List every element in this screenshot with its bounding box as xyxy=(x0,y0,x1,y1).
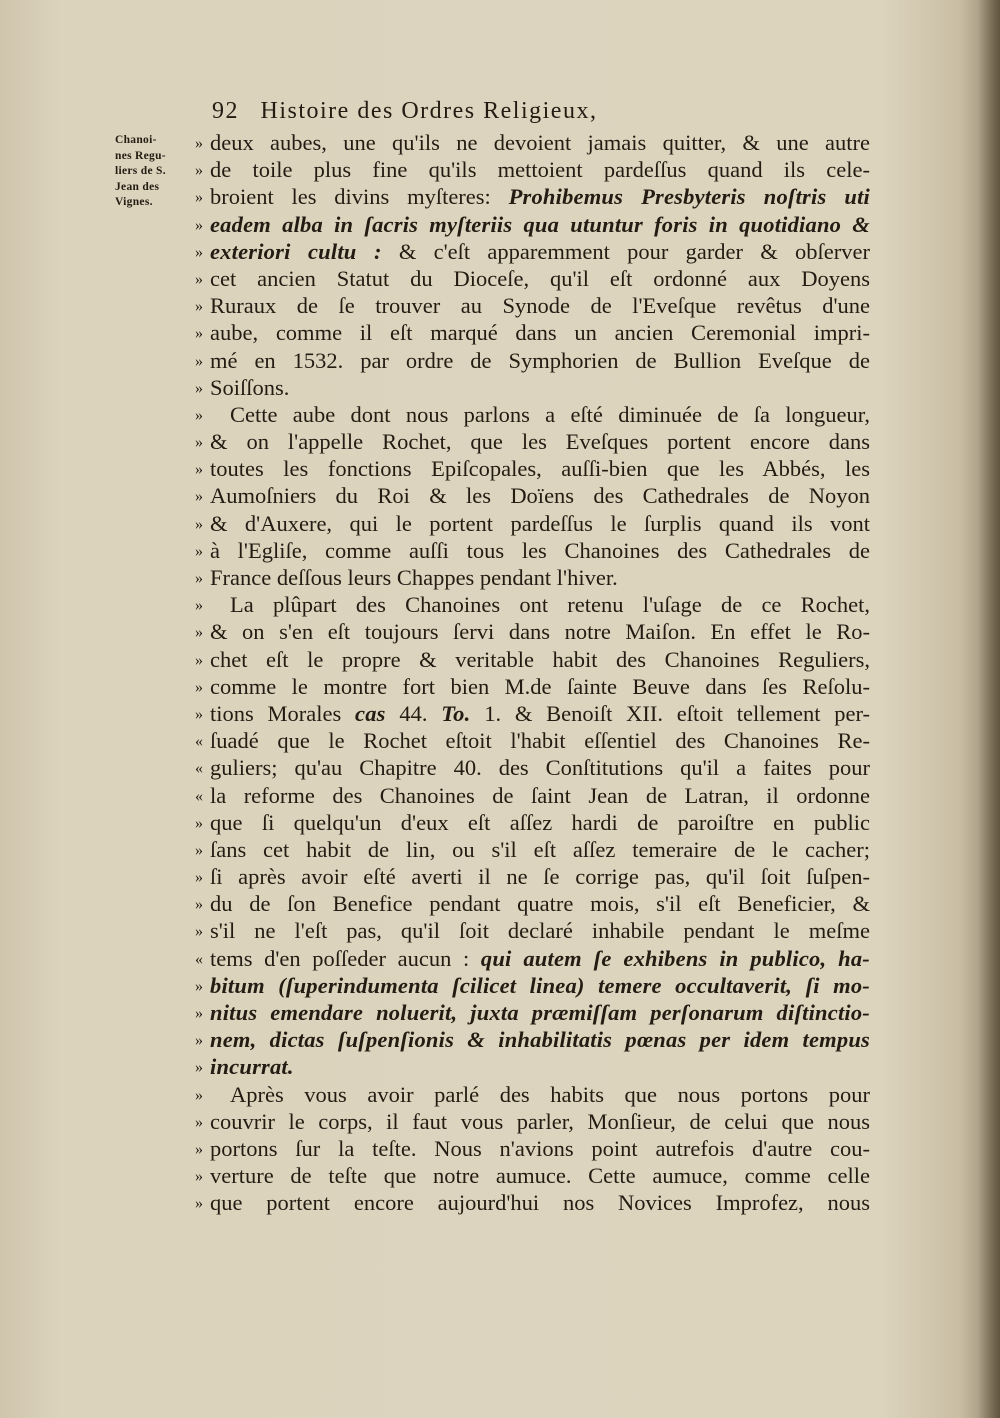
text-run: à l'Egliſe, comme auſſi tous les Chanoines des Cathedrales de xyxy=(210,537,870,563)
line-text xyxy=(210,374,870,401)
text-line xyxy=(190,428,870,455)
text-line xyxy=(190,564,870,591)
quote-mark: » xyxy=(195,379,203,397)
line-text xyxy=(210,183,870,210)
text-run: tions Morales xyxy=(210,700,356,726)
running-title: Histoire des Ordres Religieux, xyxy=(260,98,598,124)
line-text xyxy=(210,428,870,455)
quote-mark: » xyxy=(195,624,203,642)
quote-mark: » xyxy=(195,597,203,615)
text-run: & d'Auxere, qui le portent pardeſſus le ſurplis quand ils vont xyxy=(210,510,870,536)
quote-mark: » xyxy=(195,678,203,696)
text-run: & on l'appelle Rochet, que les Eveſques portent encore dans xyxy=(210,429,870,455)
quote-mark: » xyxy=(195,977,203,995)
quote-mark: » xyxy=(195,1113,203,1131)
text-run: aube, comme il eſt marqué dans un ancien Ceremonial impri- xyxy=(210,320,870,346)
quote-mark: » xyxy=(195,406,203,424)
quote-mark: » xyxy=(195,1140,203,1158)
text-line xyxy=(190,836,870,863)
text-line xyxy=(190,183,870,210)
text-run: s'il ne l'eſt pas, qu'il ſoit declaré inhabile pendant le meſme xyxy=(210,918,870,944)
text-run: Après vous avoir parlé des habits que nous portons pour xyxy=(230,1081,870,1107)
text-run: couvrir le corps, il faut vous parler, Monſieur, de celui que nous xyxy=(210,1108,870,1134)
text-run: ſuadé que le Rochet eſtoit l'habit eſſentiel des Chanoines Re- xyxy=(210,728,870,754)
text-run: deux aubes, une qu'ils ne devoient jamais quitter, & une autre xyxy=(210,130,870,155)
binding-shadow xyxy=(978,0,1000,1418)
line-text xyxy=(210,1189,870,1216)
quote-mark: » xyxy=(195,651,203,669)
line-text xyxy=(210,510,870,537)
line-text xyxy=(210,999,870,1026)
quote-mark: » xyxy=(195,705,203,723)
latin-quote: bitum (ſuperindumenta ſcilicet linea) temere occultaverit, ſi mo- xyxy=(210,972,870,998)
text-line xyxy=(190,890,870,917)
text-run: que ſi quelqu'un d'eux eſt aſſez hardi de paroiſtre en public xyxy=(210,809,870,835)
text-line xyxy=(190,1026,870,1053)
text-run: ſans cet habit de lin, ou s'il eſt aſſez temeraire de le cacher; xyxy=(210,836,870,862)
line-text xyxy=(210,401,870,428)
text-line xyxy=(190,700,870,727)
text-line xyxy=(190,591,870,618)
line-text xyxy=(210,700,870,727)
line-text xyxy=(210,537,870,564)
text-line xyxy=(190,917,870,944)
text-line xyxy=(190,754,870,781)
quote-mark: « xyxy=(195,760,203,778)
line-text xyxy=(210,1026,870,1053)
line-text xyxy=(210,347,870,374)
text-run: du de ſon Benefice pendant quatre mois, s'il eſt Beneficier, & xyxy=(210,891,870,917)
quote-mark: » xyxy=(195,352,203,370)
quote-mark: » xyxy=(195,162,203,180)
text-line xyxy=(190,374,870,401)
text-run: cet ancien Statut du Dioceſe, qu'il eſt ordonné aux Doyens xyxy=(210,265,870,291)
line-text xyxy=(210,455,870,482)
line-text xyxy=(210,129,870,156)
text-line xyxy=(190,482,870,509)
text-line xyxy=(190,646,870,673)
text-line xyxy=(190,129,870,156)
text-run: guliers; qu'au Chapitre 40. des Conſtitutions qu'il a faites pour xyxy=(210,755,870,781)
text-line xyxy=(190,1081,870,1108)
page-number: 92 xyxy=(212,98,239,124)
text-run: tems d'en poſſeder aucun : xyxy=(210,945,481,971)
body-text xyxy=(190,129,870,1217)
text-line xyxy=(190,455,870,482)
text-run: broient les divins myſteres: xyxy=(210,184,509,210)
margin-note-line: Chanoi- xyxy=(115,134,157,146)
text-line xyxy=(190,618,870,645)
text-run: & on s'en eſt toujours ſervi dans notre Maiſon. En effet le Ro- xyxy=(210,619,870,645)
quote-mark: » xyxy=(195,869,203,887)
line-text xyxy=(210,809,870,836)
line-text xyxy=(210,591,870,618)
text-line xyxy=(190,319,870,346)
line-text xyxy=(210,782,870,809)
text-line xyxy=(190,972,870,999)
text-line xyxy=(190,863,870,890)
text-line xyxy=(190,673,870,700)
text-line xyxy=(190,1162,870,1189)
line-text xyxy=(210,482,870,509)
text-line xyxy=(190,1135,870,1162)
margin-note-line: liers de S. xyxy=(115,165,166,177)
quote-mark: » xyxy=(195,814,203,832)
line-text xyxy=(210,1108,870,1135)
line-text xyxy=(210,265,870,292)
line-text xyxy=(210,564,870,591)
quote-mark: » xyxy=(195,841,203,859)
line-text xyxy=(210,972,870,999)
text-line xyxy=(190,782,870,809)
margin-note-line: nes Regu- xyxy=(115,149,166,162)
text-run: que portent encore aujourd'hui nos Novices Improfez, nous xyxy=(210,1190,870,1216)
text-line xyxy=(190,1189,870,1216)
latin-quote: qui autem ſe exhibens in publico, ha- xyxy=(480,945,870,971)
line-text xyxy=(210,673,870,700)
quote-mark: » xyxy=(195,135,203,152)
line-text xyxy=(210,238,870,265)
text-line xyxy=(190,999,870,1026)
text-run: mé en 1532. par ordre de Symphorien de Bullion Eveſque de xyxy=(210,347,870,373)
line-text xyxy=(210,727,870,754)
latin-quote: eadem alba in ſacris myſteriis qua utuntur foris in quotidiano & xyxy=(210,211,870,237)
text-run: Soiſſons. xyxy=(210,374,290,400)
text-run: Aumoſniers du Roi & les Doïens des Cathedrales de Noyon xyxy=(210,483,870,509)
text-line xyxy=(190,945,870,972)
latin-quote: nem, dictas ſuſpenſionis & inhabilitatis pœnas per idem tempus xyxy=(210,1027,870,1053)
text-line xyxy=(190,727,870,754)
line-text xyxy=(210,292,870,319)
text-line xyxy=(190,401,870,428)
text-run: Cette aube dont nous parlons a eſté diminuée de ſa longueur, xyxy=(230,401,870,427)
line-text xyxy=(210,156,870,183)
quote-mark: » xyxy=(195,216,203,234)
quote-mark: » xyxy=(195,298,203,316)
latin-quote: incurrat. xyxy=(210,1054,294,1080)
latin-quote: nitus emendare noluerit, juxta præmiſſam perſonarum diſtinctio- xyxy=(210,1000,870,1025)
text-run: 44. xyxy=(385,700,442,726)
latin-quote: cas xyxy=(355,700,386,726)
latin-quote: exteriori cultu : xyxy=(210,238,382,264)
text-line xyxy=(190,211,870,238)
latin-quote: To. xyxy=(441,700,471,726)
quote-mark: » xyxy=(195,189,203,207)
quote-mark: « xyxy=(195,950,203,968)
quote-mark: » xyxy=(195,243,203,261)
quote-mark: » xyxy=(195,270,203,288)
text-line xyxy=(190,537,870,564)
line-text xyxy=(210,1162,870,1189)
quote-mark: « xyxy=(195,733,203,751)
text-run: comme le montre fort bien M.de ſainte Beuve dans ſes Reſolu- xyxy=(210,673,870,699)
text-line xyxy=(190,809,870,836)
quote-mark: » xyxy=(195,1168,203,1186)
margin-note-line: Vignes. xyxy=(115,196,153,208)
text-run: de toile plus fine qu'ils mettoient pardeſſus quand ils cele- xyxy=(210,157,870,183)
quote-mark: » xyxy=(195,542,203,560)
text-run: Ruraux de ſe trouver au Synode de l'Eveſque revêtus d'une xyxy=(210,293,870,319)
text-line xyxy=(190,238,870,265)
text-line xyxy=(190,156,870,183)
margin-note-line: Jean des xyxy=(115,180,160,193)
line-text xyxy=(210,1135,870,1162)
quote-mark: » xyxy=(195,1195,203,1213)
text-line xyxy=(190,1108,870,1135)
line-text xyxy=(210,618,870,645)
latin-quote: Prohibemus Presbyteris noſtris uti xyxy=(508,184,870,210)
quote-mark: » xyxy=(195,1059,203,1077)
text-line xyxy=(190,510,870,537)
text-run: la reforme des Chanoines de ſaint Jean de Latran, il ordonne xyxy=(210,782,870,808)
text-line xyxy=(190,347,870,374)
line-text xyxy=(210,211,870,238)
line-text xyxy=(210,863,870,890)
quote-mark: » xyxy=(195,488,203,506)
text-line xyxy=(190,292,870,319)
line-text xyxy=(210,917,870,944)
quote-mark: » xyxy=(195,570,203,587)
quote-mark: » xyxy=(195,896,203,914)
line-text xyxy=(210,1081,870,1108)
quote-mark: » xyxy=(195,515,203,533)
line-text xyxy=(210,1053,870,1080)
line-text xyxy=(210,646,870,673)
line-text xyxy=(210,319,870,346)
text-run: ſi après avoir eſté averti il ne ſe corrige pas, qu'il ſoit ſuſpen- xyxy=(210,864,870,890)
text-run: & c'eſt apparemment pour garder & obſerver xyxy=(381,238,870,264)
text-run: verture de teſte que notre aumuce. Cette aumuce, comme celle xyxy=(210,1163,870,1189)
text-line xyxy=(190,265,870,292)
line-text xyxy=(210,890,870,917)
text-run: toutes les fonctions Epiſcopales, auſſi-bien que les Abbés, les xyxy=(210,456,870,482)
text-run: La plûpart des Chanoines ont retenu l'uſage de ce Rochet, xyxy=(230,592,870,618)
text-line xyxy=(190,1053,870,1080)
quote-mark: » xyxy=(195,434,203,452)
quote-mark: » xyxy=(195,461,203,479)
text-run: France deſſous leurs Chappes pendant l'hiver. xyxy=(210,565,618,590)
quote-mark: » xyxy=(195,1086,203,1104)
text-run: chet eſt le propre & veritable habit des Chanoines Reguliers, xyxy=(210,646,870,672)
line-text xyxy=(210,754,870,781)
line-text xyxy=(210,945,870,972)
text-run: 1. & Benoiſt XII. eſtoit tellement per- xyxy=(470,700,870,726)
quote-mark: » xyxy=(195,1032,203,1050)
margin-note xyxy=(115,133,189,211)
quote-mark: » xyxy=(195,325,203,343)
text-run: portons ſur la teſte. Nous n'avions point autrefois d'autre cou- xyxy=(210,1135,870,1161)
quote-mark: « xyxy=(195,787,203,805)
line-text xyxy=(210,836,870,863)
quote-mark: » xyxy=(195,923,203,941)
quote-mark: » xyxy=(195,1005,203,1022)
